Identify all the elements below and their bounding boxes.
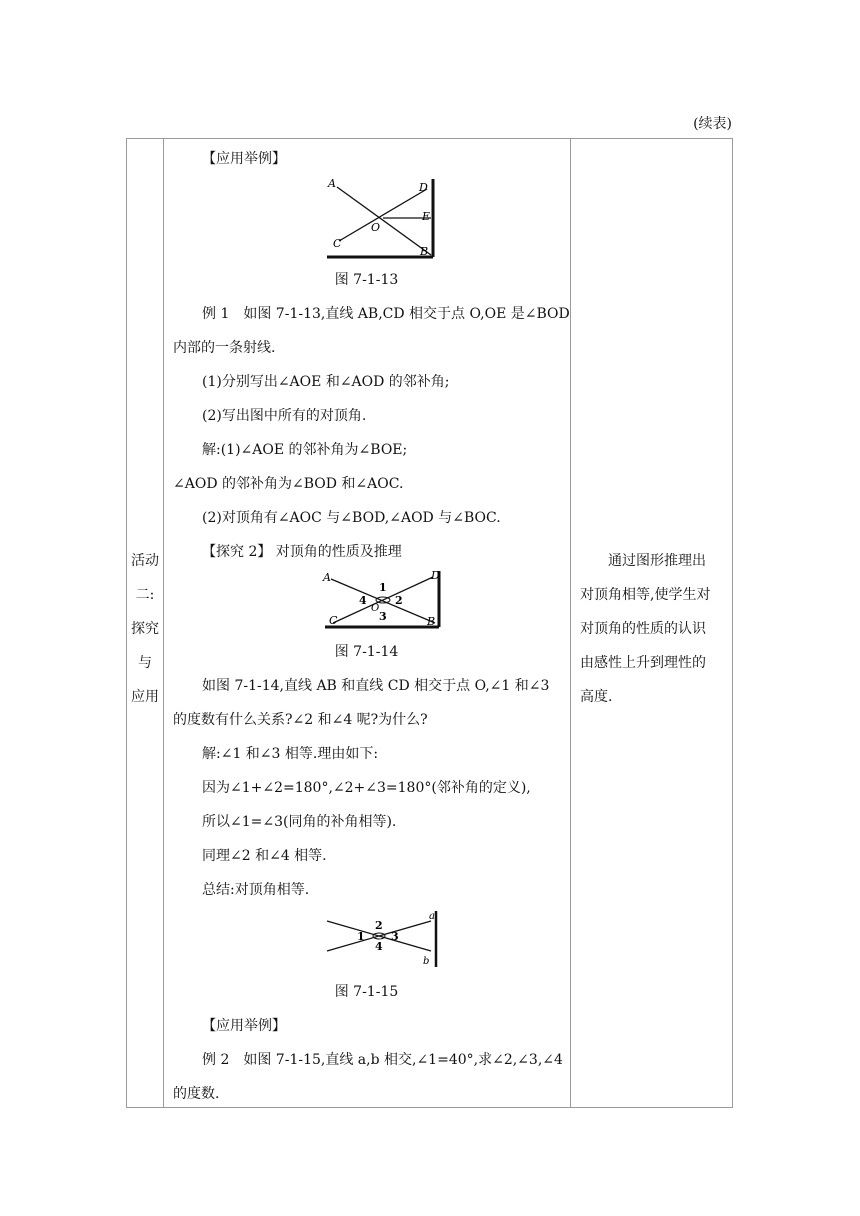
question-2-line1: 如图 7-1-14,直线 AB 和直线 CD 相交于点 O,∠1 和∠3: [202, 678, 550, 694]
fig2-label-A: A: [323, 571, 331, 584]
ex1-solution-1: 解:(1)∠AOE 的邻补角为∠BOE;: [202, 442, 408, 458]
fig3-label-4: 4: [375, 940, 383, 953]
fig2-caption: 图 7-1-14: [334, 644, 399, 660]
fig3-label-3: 3: [391, 930, 399, 943]
fig3-label-a: a: [429, 911, 435, 922]
fig3-caption: 图 7-1-15: [334, 984, 399, 1000]
solution-2-line1: 解:∠1 和∠3 相等.理由如下:: [202, 746, 379, 762]
fig2-label-4: 4: [359, 594, 367, 607]
fig1-caption: 图 7-1-13: [334, 272, 399, 288]
ex1-solution-3: (2)对顶角有∠AOC 与∠BOD,∠AOD 与∠BOC.: [202, 510, 501, 526]
fig2-label-3: 3: [379, 610, 387, 623]
activity-label-text: 活动 二: 探究 与 应用: [131, 553, 159, 705]
fig1-label-O: O: [371, 221, 381, 234]
solution-2-line3: 所以∠1=∠3(同角的补角相等).: [202, 814, 397, 830]
figure-7-1-13: [323, 175, 441, 261]
figure-7-1-14: [321, 567, 445, 629]
question-2-line2: 的度数有什么关系?∠2 和∠4 呢?为什么?: [173, 712, 428, 728]
fig1-label-B: B: [420, 245, 429, 258]
solution-2-line2: 因为∠1+∠2=180°,∠2+∠3=180°(邻补角的定义),: [202, 780, 531, 796]
fig1-label-E: E: [422, 210, 431, 223]
activity-label: [127, 544, 163, 714]
heading-apply-1: 【应用举例】: [202, 151, 286, 167]
side-column: [570, 139, 732, 1107]
fig1-label-D: D: [419, 181, 428, 194]
fig2-label-D: D: [431, 569, 440, 582]
fig3-label-1: 1: [357, 930, 365, 943]
summary-line: 总结:对顶角相等.: [202, 882, 310, 898]
continued-label: (续表): [693, 116, 732, 132]
fig2-label-O: O: [371, 603, 380, 614]
fig2-label-C: C: [329, 614, 338, 627]
explore-2-title: 【探究 2】 对顶角的性质及推理: [202, 544, 402, 560]
activity-column: [127, 139, 163, 1107]
solution-2-line4: 同理∠2 和∠4 相等.: [202, 848, 327, 864]
fig1-label-C: C: [333, 237, 342, 250]
fig2-label-1: 1: [379, 581, 387, 594]
fig3-label-2: 2: [375, 919, 383, 932]
ex2-line2: 的度数.: [173, 1086, 220, 1102]
ex1-line2: 内部的一条射线.: [173, 340, 276, 356]
heading-apply-2: 【应用举例】: [202, 1018, 286, 1034]
ex1-question-2: (2)写出图中所有的对顶角.: [202, 408, 367, 424]
fig1-label-A: A: [328, 177, 336, 190]
ex1-question-1: (1)分别写出∠AOE 和∠AOD 的邻补角;: [202, 374, 450, 390]
side-note: 通过图形推理出对顶角相等,使学生对对顶角的性质的认识由感性上升到理性的高度.: [580, 553, 711, 705]
fig2-label-B: B: [427, 615, 436, 628]
main-content: [163, 139, 570, 1107]
fig2-label-2: 2: [395, 594, 403, 607]
figure-7-1-15: [323, 909, 445, 969]
lesson-table: [126, 138, 733, 1108]
ex1-line1: 例 1 如图 7-1-13,直线 AB,CD 相交于点 O,OE 是∠BOD: [202, 306, 570, 322]
ex2-line1: 例 2 如图 7-1-15,直线 a,b 相交,∠1=40°,求∠2,∠3,∠4: [202, 1052, 563, 1068]
fig3-label-b: b: [423, 956, 430, 967]
ex1-solution-2: ∠AOD 的邻补角为∠BOD 和∠AOC.: [173, 476, 404, 492]
